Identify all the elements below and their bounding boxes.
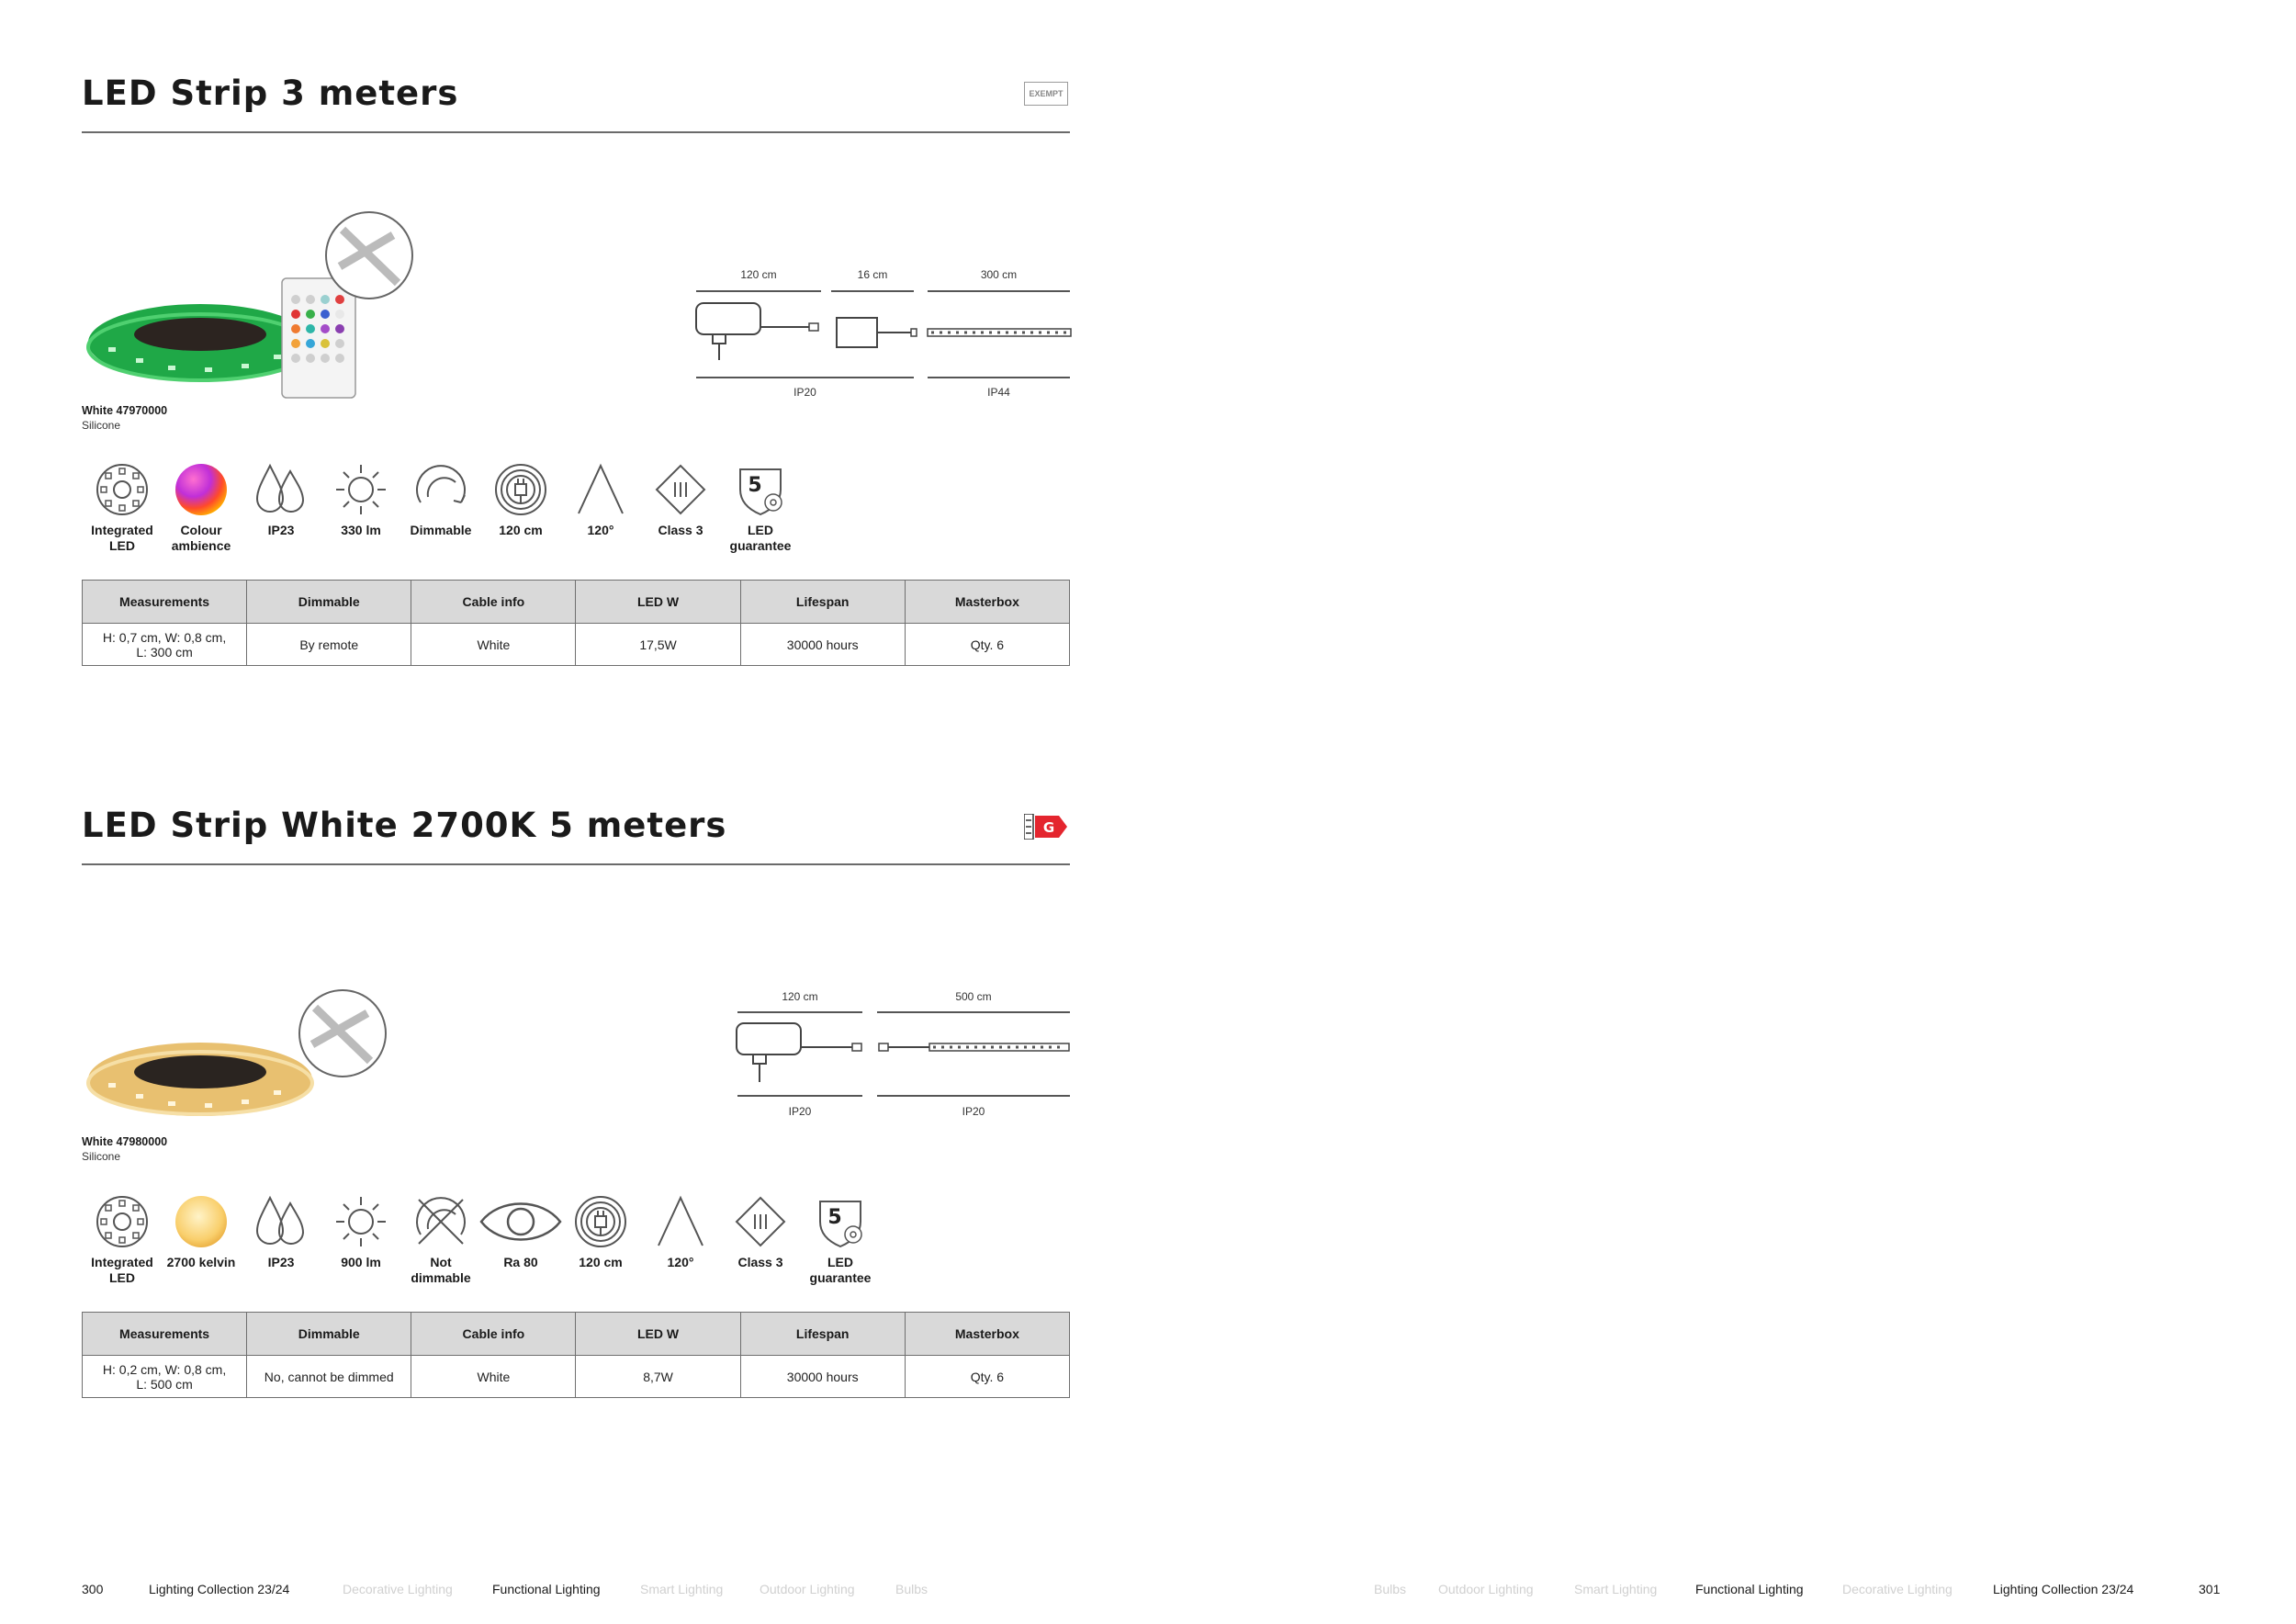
feature-integrated-led [81, 462, 163, 554]
nav-functional-lighting[interactable]: Functional Lighting [492, 1582, 601, 1596]
beam-angle-icon [573, 462, 628, 517]
feature-label: 120 cm [579, 1255, 623, 1269]
collection-title-right: Lighting Collection 23/24 [1993, 1582, 2134, 1596]
feature-label: Colour ambience [171, 523, 231, 553]
collection-title-left: Lighting Collection 23/24 [149, 1582, 290, 1596]
feature-label: IP23 [267, 1255, 295, 1269]
ip-label: IP20 [788, 1105, 812, 1118]
guarantee-years: 5 [827, 1206, 842, 1229]
header-led-w: LED W [576, 1313, 740, 1356]
product-title: LED Strip 3 meters [82, 73, 459, 113]
beam-angle-icon [653, 1194, 708, 1249]
lumen-icon [333, 1194, 388, 1249]
nav-bulbs[interactable]: Bulbs [1374, 1582, 1407, 1596]
cri-eye-icon [479, 1194, 562, 1249]
feature-dimmable [400, 462, 482, 538]
class-icon [653, 462, 708, 517]
feature-label: LED guarantee [809, 1255, 872, 1285]
dimension-label: 16 cm [857, 268, 888, 281]
feature-label: Integrated LED [91, 1255, 153, 1285]
warm-white-icon [174, 1194, 229, 1249]
cell-masterbox: Qty. 6 [905, 1356, 1069, 1398]
energy-class: G [1042, 819, 1055, 836]
feature-ip [240, 462, 322, 538]
led-strip-warm-image [81, 987, 393, 1134]
title-divider [82, 131, 1070, 133]
table-row [83, 1356, 1070, 1398]
dimension-label: 120 cm [782, 990, 818, 1003]
feature-label: 900 lm [341, 1255, 381, 1269]
cell-lifespan: 30000 hours [740, 1356, 905, 1398]
header-masterbox: Masterbox [905, 1313, 1069, 1356]
header-cable-info: Cable info [411, 581, 576, 624]
feature-label: Not dimmable [411, 1255, 471, 1285]
title-divider [82, 863, 1070, 865]
page-number-right: 301 [2199, 1582, 2221, 1596]
feature-label: 120 cm [499, 523, 543, 537]
feature-label: LED guarantee [729, 523, 792, 553]
header-dimmable: Dimmable [247, 581, 411, 624]
header-masterbox: Masterbox [905, 581, 1069, 624]
product-sku: White 47970000 [82, 404, 168, 417]
feature-lumen [320, 462, 402, 538]
ip-rating-icon [253, 462, 309, 517]
nav-outdoor-lighting[interactable]: Outdoor Lighting [1438, 1582, 1534, 1596]
header-cable-info: Cable info [411, 1313, 576, 1356]
nav-smart-lighting[interactable]: Smart Lighting [640, 1582, 724, 1596]
feature-ip [240, 1194, 322, 1270]
feature-kelvin [160, 1194, 242, 1270]
feature-beam-angle [639, 1194, 722, 1270]
cell-lifespan: 30000 hours [740, 624, 905, 666]
ip-label: IP20 [962, 1105, 985, 1118]
feature-not-dimmable [400, 1194, 482, 1286]
feature-class [719, 1194, 802, 1270]
feature-label: 120° [667, 1255, 694, 1269]
feature-colour-ambience [160, 462, 242, 554]
cell-measurements: H: 0,7 cm, W: 0,8 cm, L: 300 cm [83, 624, 247, 666]
feature-integrated-led [81, 1194, 163, 1286]
nav-decorative-lighting[interactable]: Decorative Lighting [343, 1582, 453, 1596]
dimension-label: 500 cm [955, 990, 992, 1003]
guarantee-years: 5 [748, 474, 762, 497]
feature-label: IP23 [267, 523, 295, 537]
feature-label: 330 lm [341, 523, 381, 537]
feature-label: Class 3 [737, 1255, 783, 1269]
class-icon [733, 1194, 788, 1249]
feature-label: 2700 kelvin [166, 1255, 236, 1269]
feature-label: Integrated LED [91, 523, 153, 553]
cell-led-w: 8,7W [576, 1356, 740, 1398]
product-material: Silicone [82, 419, 121, 432]
feature-label: 120° [587, 523, 614, 537]
feature-lumen [320, 1194, 402, 1270]
feature-label: Dimmable [410, 523, 472, 537]
cell-cable-info: White [411, 624, 576, 666]
cell-led-w: 17,5W [576, 624, 740, 666]
energy-label-exempt: EXEMPT [1024, 82, 1068, 106]
cell-dimmable: By remote [247, 624, 411, 666]
not-dimmable-icon [413, 1194, 468, 1249]
header-dimmable: Dimmable [247, 1313, 411, 1356]
feature-class [639, 462, 722, 538]
colour-ambience-icon [174, 462, 229, 517]
product-material: Silicone [82, 1150, 121, 1163]
nav-decorative-lighting[interactable]: Decorative Lighting [1842, 1582, 1953, 1596]
dimension-label: 300 cm [980, 268, 1018, 281]
cable-icon [573, 1194, 628, 1249]
cell-measurements: H: 0,2 cm, W: 0,8 cm, L: 500 cm [83, 1356, 247, 1398]
adapter-strip-drawing [735, 1020, 1073, 1088]
feature-label: Ra 80 [503, 1255, 538, 1269]
nav-functional-lighting[interactable]: Functional Lighting [1695, 1582, 1804, 1596]
cable-icon [493, 462, 548, 517]
nav-outdoor-lighting[interactable]: Outdoor Lighting [760, 1582, 855, 1596]
adapter-strip-drawing [694, 299, 1073, 364]
cell-cable-info: White [411, 1356, 576, 1398]
guarantee-icon [813, 1194, 868, 1249]
dimension-label: 120 cm [740, 268, 777, 281]
led-strip-rgb-image [81, 209, 421, 402]
cell-dimmable: No, cannot be dimmed [247, 1356, 411, 1398]
integrated-led-icon [95, 462, 150, 517]
integrated-led-icon [95, 1194, 150, 1249]
nav-bulbs[interactable]: Bulbs [895, 1582, 929, 1596]
feature-beam-angle [559, 462, 642, 538]
header-lifespan: Lifespan [740, 1313, 905, 1356]
cell-masterbox: Qty. 6 [905, 624, 1069, 666]
header-measurements: Measurements [83, 1313, 247, 1356]
table-row [83, 624, 1070, 666]
guarantee-icon [733, 462, 788, 517]
feature-cable [479, 462, 562, 538]
header-measurements: Measurements [83, 581, 247, 624]
header-led-w: LED W [576, 581, 740, 624]
lumen-icon [333, 462, 388, 517]
ip-label: IP44 [987, 386, 1010, 399]
ip-rating-icon [253, 1194, 309, 1249]
header-lifespan: Lifespan [740, 581, 905, 624]
feature-cable [559, 1194, 642, 1270]
feature-cri [479, 1194, 562, 1270]
dimmable-icon [413, 462, 468, 517]
energy-label-g [1024, 814, 1068, 840]
nav-smart-lighting[interactable]: Smart Lighting [1574, 1582, 1658, 1596]
feature-label: Class 3 [658, 523, 703, 537]
spec-table [82, 580, 1070, 666]
ip-label: IP20 [793, 386, 816, 399]
product-title: LED Strip White 2700K 5 meters [82, 806, 727, 845]
product-sku: White 47980000 [82, 1135, 168, 1148]
spec-table [82, 1312, 1070, 1398]
feature-guarantee [719, 462, 802, 554]
page-number-left: 300 [82, 1582, 104, 1596]
feature-guarantee [799, 1194, 882, 1286]
